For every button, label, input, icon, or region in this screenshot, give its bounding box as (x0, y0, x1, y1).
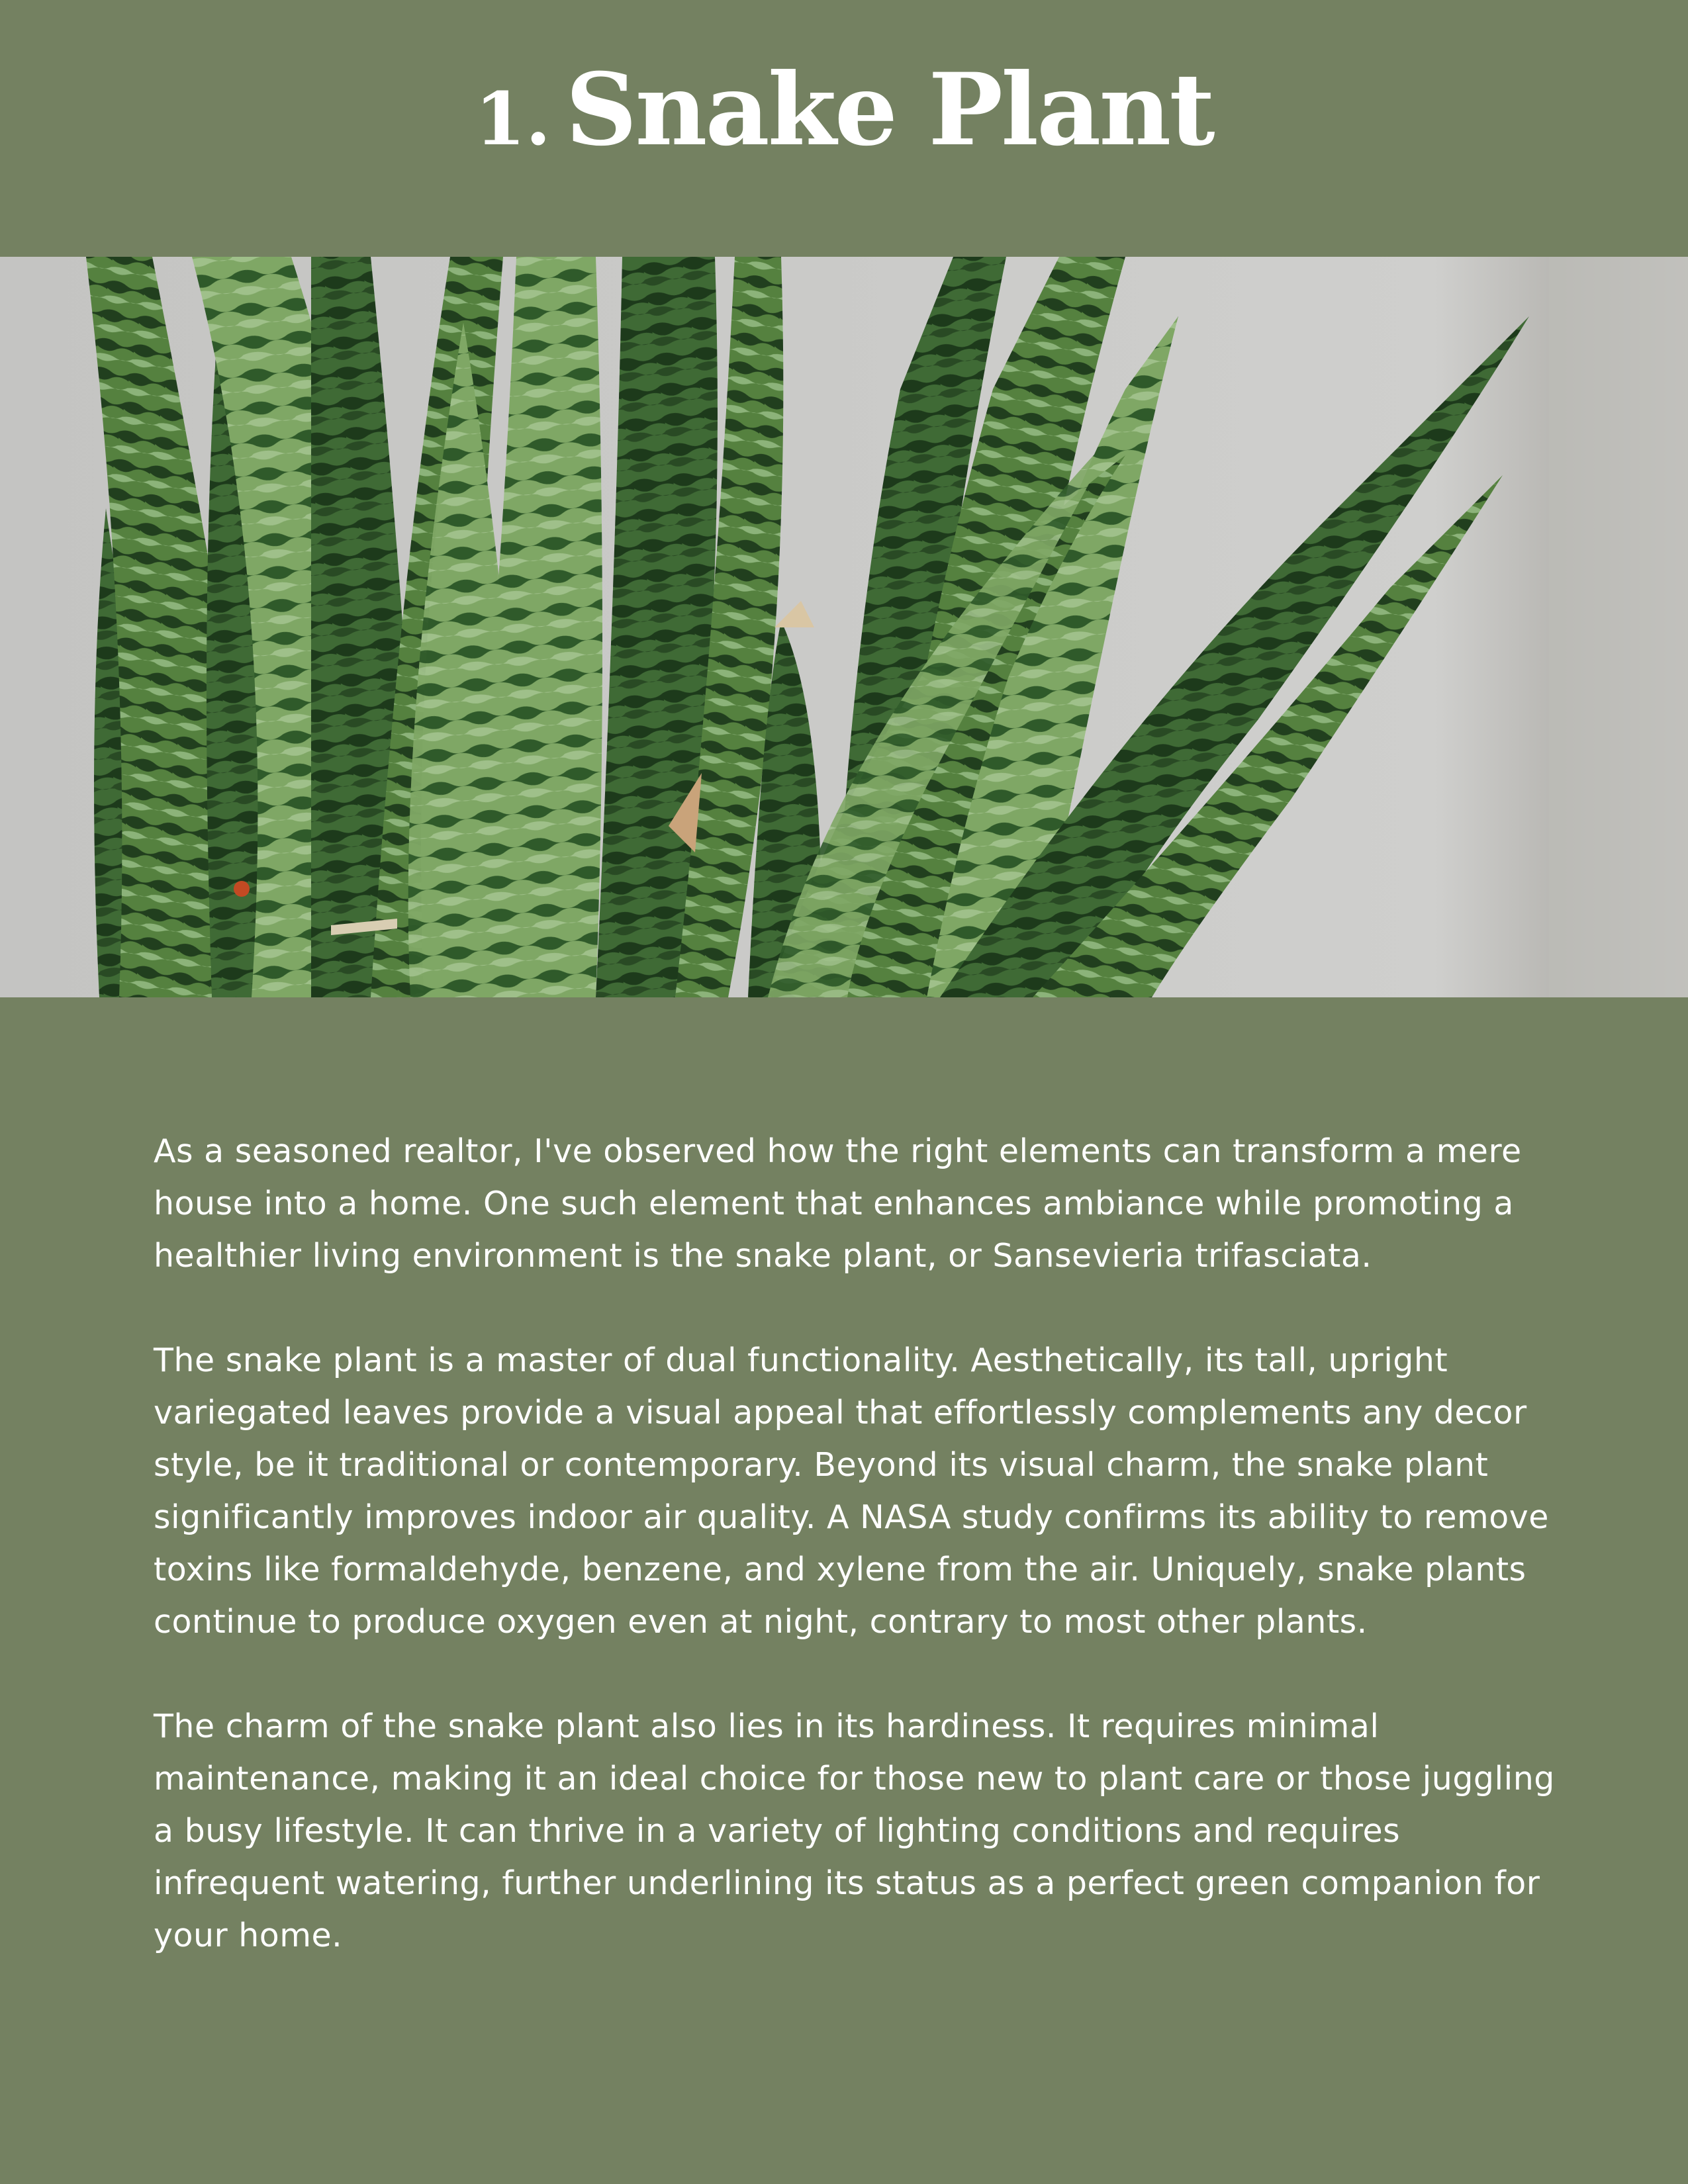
snake-plant-photo (0, 257, 1688, 997)
article-body (154, 1125, 1557, 2014)
paragraph-3: The charm of the snake plant also lies in its hardiness. It requires minimal maintenance, making it an ideal choice for those new to plant care or those juggling a busy lifestyle. It can thrive in a variety of lighting conditions and requires infrequent watering, further underlining its status as a perfect green companion for your home. (154, 1707, 1555, 1954)
title-text: Snake Plant (565, 52, 1213, 169)
page-title (0, 52, 1688, 169)
paragraph-1: As a seasoned realtor, I've observed how the right elements can transform a mere house into a home. One such element that enhances ambiance while promoting a healthier living environment is the snake plant, or Sansevieria trifasciata. (154, 1132, 1522, 1275)
title-number: 1. (475, 76, 551, 162)
paragraph-2: The snake plant is a master of dual functionality. Aesthetically, its tall, upright variegated leaves provide a visual appeal that effortlessly complements any decor style, be it traditional or contemporary. Beyond its visual charm, the snake plant significantly improves indoor air quality. A NASA study confirms its ability to remove toxins like formaldehyde, benzene, and xylene from the air. Uniquely, snake plants continue to produce oxygen even at night, contrary to most other plants. (154, 1342, 1549, 1641)
